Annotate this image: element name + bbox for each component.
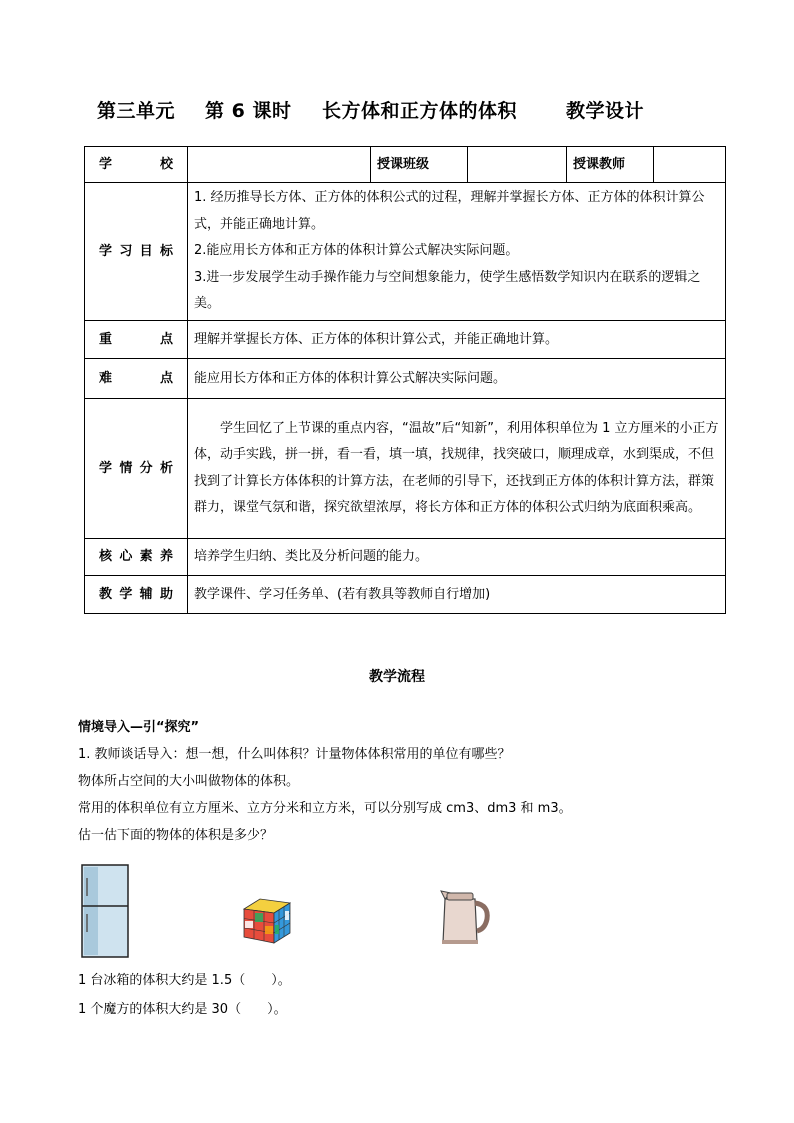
analysis-content bbox=[188, 399, 726, 539]
flow-title: 教学流程 bbox=[369, 669, 425, 685]
school-value[interactable] bbox=[188, 147, 371, 183]
class-value[interactable] bbox=[468, 147, 567, 183]
literacy-content: 培养学生归纳、类比及分析问题的能力。 bbox=[188, 539, 726, 576]
rubiks-cube-icon bbox=[242, 897, 292, 945]
goal-3: 3.进一步发展学生动手操作能力与空间想象能力，使学生感悟数学知识内在联系的逻辑之美。 bbox=[194, 269, 701, 312]
flow-line-1: 1. 教师谈话导入：想一想，什么叫体积？计量物体体积常用的单位有哪些？ bbox=[78, 747, 511, 762]
difficulty-label: 难 点 bbox=[85, 359, 188, 399]
estimate-answers bbox=[78, 966, 718, 1024]
analysis-label: 学情分析 bbox=[85, 399, 188, 539]
literacy-label: 核心素养 bbox=[85, 539, 188, 576]
class-label: 授课班级 bbox=[371, 147, 468, 183]
flow-line-3: 常用的体积单位有立方厘米、立方分米和立方米，可以分别写成 cm3、dm3 和 m3。 bbox=[78, 801, 572, 816]
title-topic: 长方体和正方体的体积 bbox=[322, 100, 518, 122]
analysis-text: 学生回忆了上节课的重点内容，“温故”后“知新”，利用体积单位为 1 立方厘米的小正方体，动手实践，拼一拼，看一看，填一填，找规律，找突破口，顺理成章，水到渠成，不但找到了计算长方体体积的计算方法，在老师的引导下，还找到正方体的体积计算方法，群策群力，课堂气氛和谐，探究欲望浓厚，将长方体和正方体的体积公式归纳为底面积乘高。 bbox=[194, 420, 719, 515]
goals-content bbox=[188, 183, 726, 321]
key-content: 理解并掌握长方体、正方体的体积计算公式，并能正确地计算。 bbox=[188, 321, 726, 359]
teacher-value[interactable] bbox=[654, 147, 726, 183]
aids-label: 教学辅助 bbox=[85, 576, 188, 614]
answer-cube: 1 个魔方的体积大约是 30（ ）。 bbox=[78, 1002, 287, 1017]
flow-body bbox=[78, 714, 718, 849]
flow-line-2: 物体所占空间的大小叫做物体的体积。 bbox=[78, 774, 300, 789]
difficulty-content: 能应用长方体和正方体的体积计算公式解决实际问题。 bbox=[188, 359, 726, 399]
title-type: 教学设计 bbox=[566, 100, 645, 122]
aids-content: 教学课件、学习任务单、(若有教具等教师自行增加) bbox=[188, 576, 726, 614]
flow-line-4: 估一估下面的物体的体积是多少？ bbox=[78, 828, 274, 843]
key-label: 重 点 bbox=[85, 321, 188, 359]
answer-fridge: 1 台冰箱的体积大约是 1.5（ ）。 bbox=[78, 973, 291, 988]
goal-2: 2.能应用长方体和正方体的体积计算公式解决实际问题。 bbox=[194, 243, 519, 259]
goals-label: 学习目标 bbox=[85, 183, 188, 321]
teacher-label: 授课教师 bbox=[567, 147, 654, 183]
goal-1: 1. 经历推导长方体、正方体的体积公式的过程，理解并掌握长方体、正方体的体积计算公式，并能正确地计算。 bbox=[194, 190, 705, 232]
section-heading: 情境导入—引“探究” bbox=[78, 720, 200, 735]
title-unit: 第三单元 bbox=[97, 100, 176, 122]
title-lesson: 第 6 课时 bbox=[205, 100, 292, 122]
lesson-info-table bbox=[84, 146, 726, 614]
fridge-icon bbox=[81, 864, 129, 958]
kettle-icon bbox=[437, 885, 491, 945]
school-label: 学 校 bbox=[85, 147, 188, 183]
